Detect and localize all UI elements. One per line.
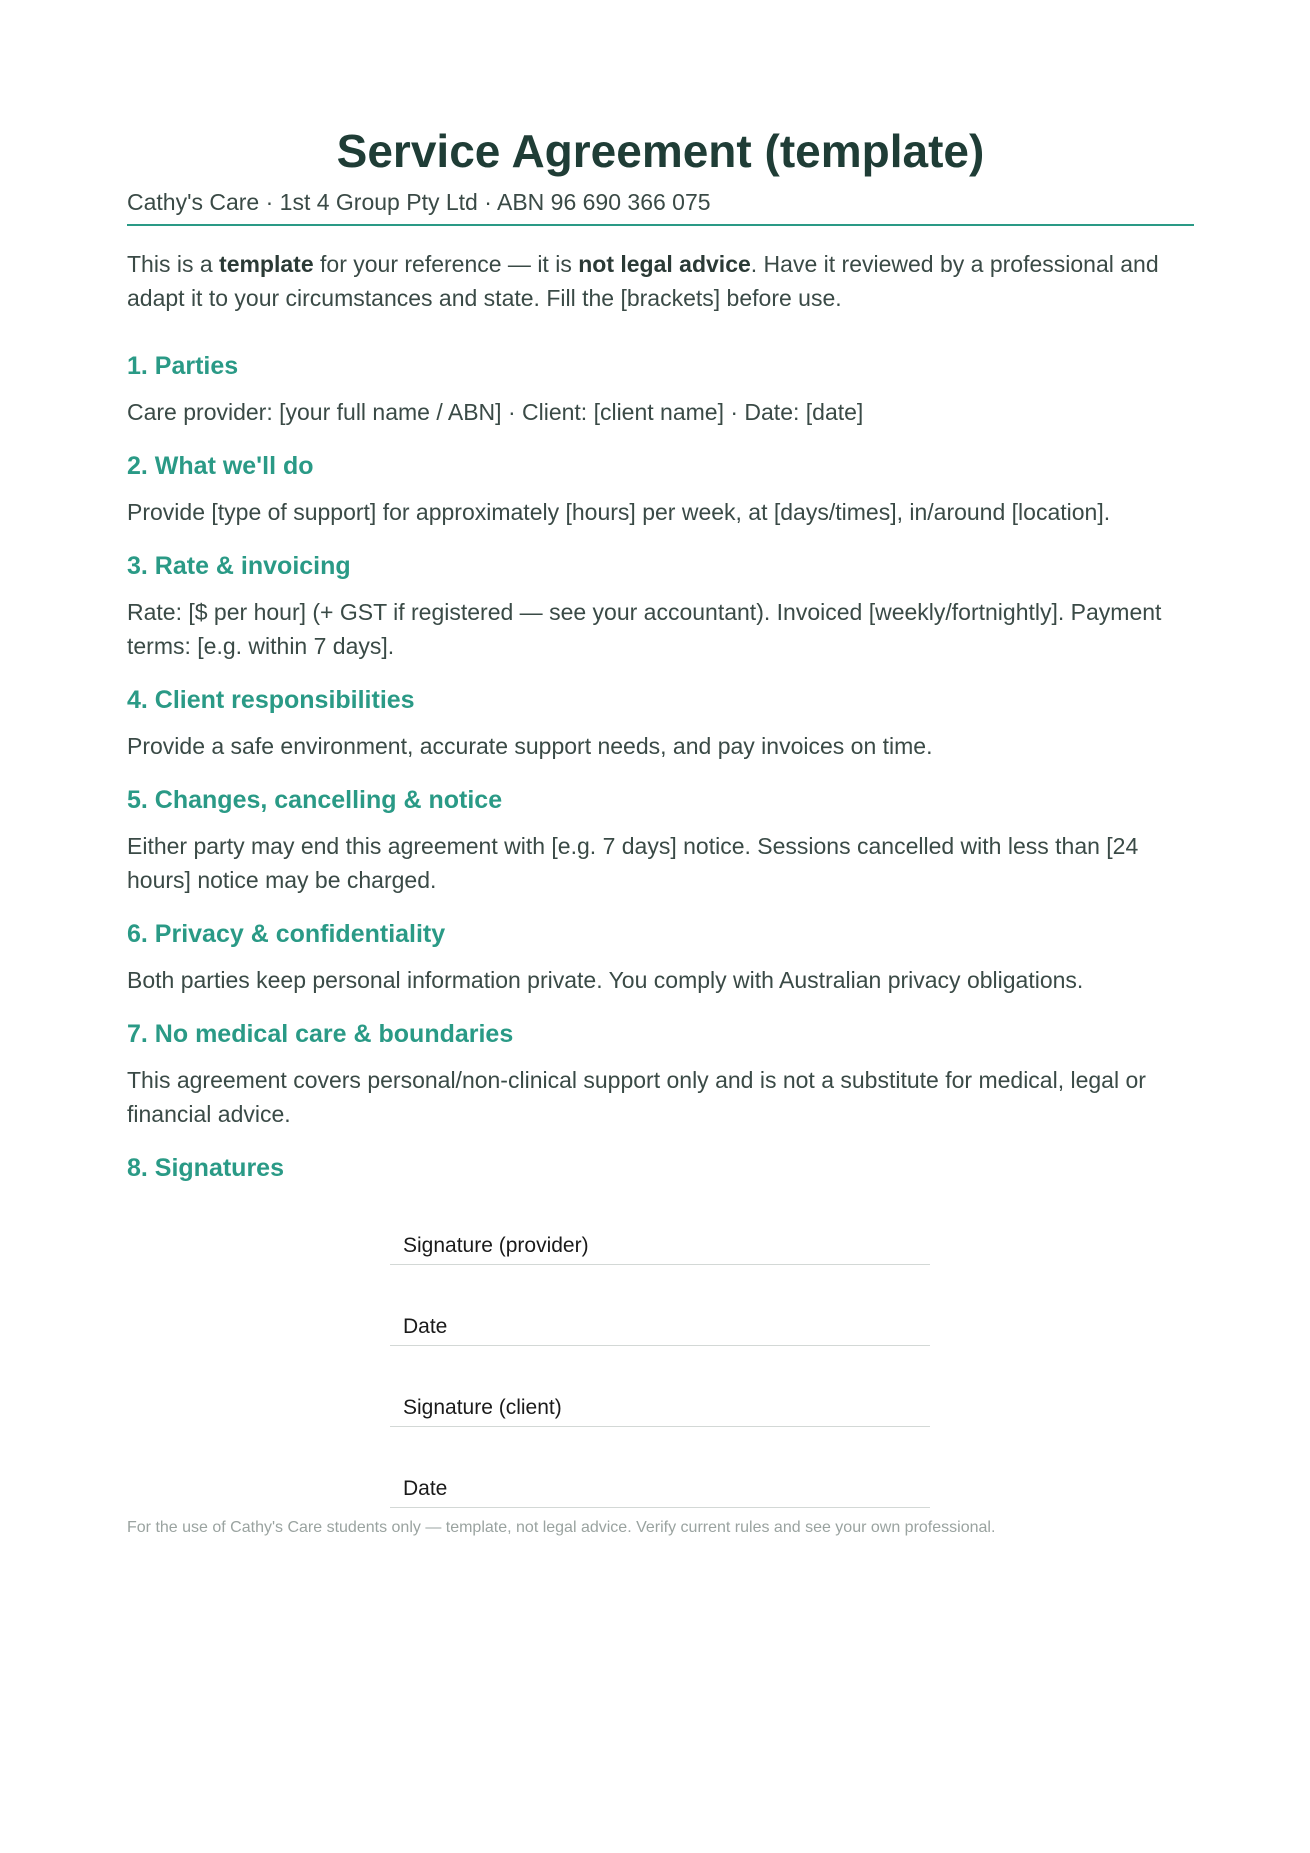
section-body: Either party may end this agreement with [e.g. 7 days] notice. Sessions cancelled with less than [24 hours] notice may be charged.	[127, 833, 1139, 893]
footer-note: For the use of Cathy's Care students only — template, not legal advice. Verify current rules and see your own professional.	[127, 1519, 996, 1536]
intro-bold-template: template	[219, 251, 314, 277]
intro-text-2: for your reference — it is	[313, 251, 579, 277]
intro-text-1: This is a	[127, 251, 220, 277]
section-no-medical-care	[127, 1018, 1194, 1131]
signature-line-client	[390, 1370, 930, 1427]
signature-line-provider	[390, 1208, 930, 1265]
intro-text-3: . Have it reviewed by a professional and adapt it to your circumstances and state. Fill the [brackets] before use.	[127, 251, 1159, 311]
section-body: Rate: [$ per hour] (+ GST if registered — see your accountant). Invoiced [weekly/fortnightly]. Payment terms: [e.g. within 7 days].	[127, 599, 1162, 659]
section-body: This agreement covers personal/non-clinical support only and is not a substitute for medical, legal or financial advice.	[127, 1067, 1146, 1127]
header-divider	[127, 224, 1194, 226]
section-heading: 8. Signatures	[127, 1154, 284, 1182]
section-heading: 6. Privacy & confidentiality	[127, 920, 446, 948]
intro-paragraph	[127, 247, 1194, 315]
sections-list	[127, 350, 1194, 1205]
section-what-we-do	[127, 450, 1194, 529]
date-label: Date	[403, 1477, 448, 1500]
section-body: Provide a safe environment, accurate support needs, and pay invoices on time.	[127, 733, 933, 759]
signature-block	[390, 1208, 930, 1532]
intro-bold-not-legal-advice: not legal advice	[578, 251, 751, 277]
date-label: Date	[403, 1315, 448, 1338]
section-heading: 5. Changes, cancelling & notice	[127, 786, 503, 814]
section-privacy	[127, 918, 1194, 997]
section-parties	[127, 350, 1194, 429]
section-client-responsibilities	[127, 684, 1194, 763]
section-body: Care provider: [your full name / ABN] · Client: [client name] · Date: [date]	[127, 399, 864, 425]
document-title: Service Agreement (template)	[336, 125, 985, 177]
signature-label: Signature (provider)	[403, 1234, 589, 1257]
document-subtitle: Cathy's Care · 1st 4 Group Pty Ltd · ABN 96 690 366 075	[127, 189, 711, 215]
date-line-client	[390, 1451, 930, 1508]
section-heading: 7. No medical care & boundaries	[127, 1020, 514, 1048]
section-changes-notice	[127, 784, 1194, 897]
section-heading: 3. Rate & invoicing	[127, 552, 351, 580]
section-body: Provide [type of support] for approximately [hours] per week, at [days/times], in/around [location].	[127, 499, 1111, 525]
section-body: Both parties keep personal information private. You comply with Australian privacy obligations.	[127, 967, 1084, 993]
signature-label: Signature (client)	[403, 1396, 562, 1419]
section-heading: 1. Parties	[127, 352, 239, 380]
section-heading: 4. Client responsibilities	[127, 686, 415, 714]
section-heading: 2. What we'll do	[127, 452, 314, 480]
section-signatures	[127, 1152, 1194, 1184]
section-rate-invoicing	[127, 550, 1194, 663]
date-line-provider	[390, 1289, 930, 1346]
